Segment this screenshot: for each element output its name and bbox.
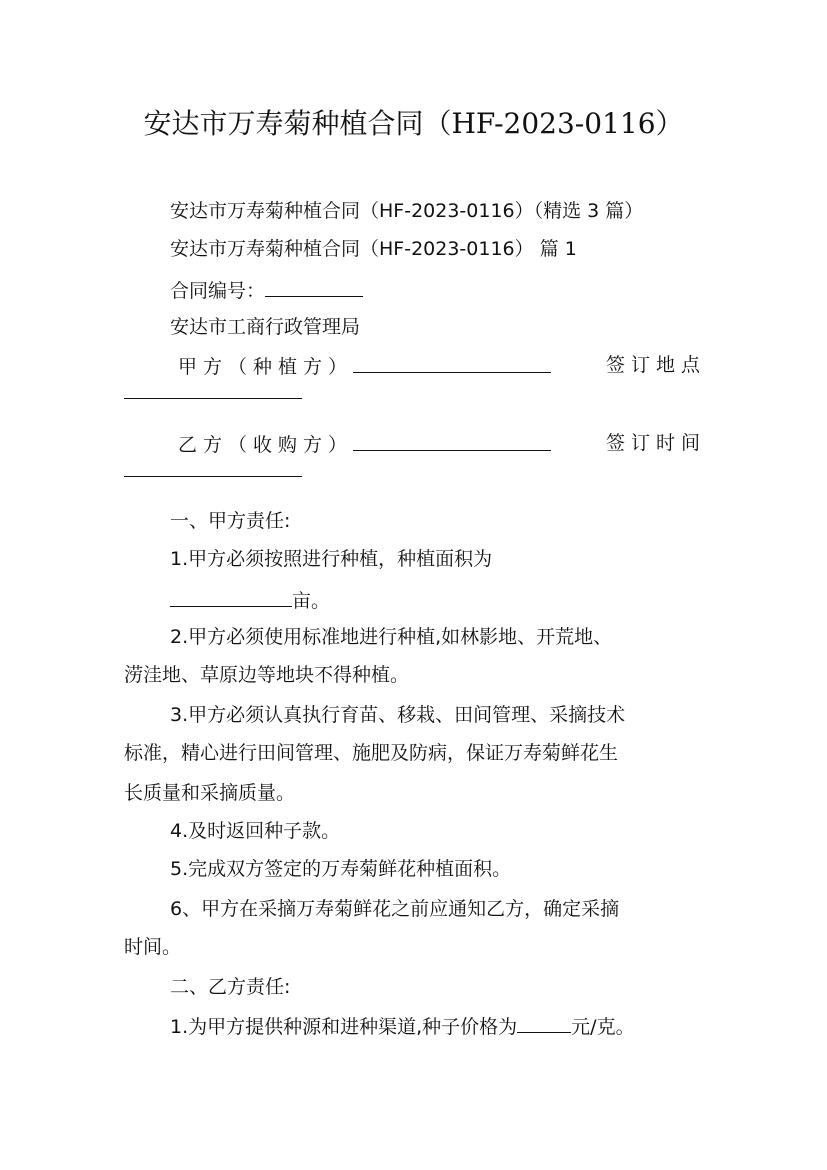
s1-item1-unit: 亩。: [292, 590, 331, 612]
area-blank: [170, 586, 292, 607]
s1-item2-line-a: 2.甲方必须使用标准地进行种植,如林影地、开荒地、: [170, 626, 613, 648]
party-a-blank: [353, 352, 551, 373]
s2-item1-unit: 元/克。: [571, 1016, 635, 1038]
s1-item1-line-b: [170, 586, 330, 614]
authority-line: 安达市工商行政管理局: [170, 316, 361, 338]
s1-item3-line-c: 长质量和采摘质量。: [124, 782, 296, 804]
s1-item4: 4.及时返回种子款。: [170, 820, 341, 842]
s1-item1-line-a: 1.甲方必须按照进行种植，种植面积为: [170, 548, 493, 570]
party-a-label: 甲方（种植方）: [178, 356, 354, 378]
party-b-blank: [353, 430, 551, 451]
contract-number-row: [170, 276, 363, 304]
sign-place-label: 签订地点: [606, 354, 707, 376]
party-b-label: 乙方（收购方）: [178, 434, 354, 456]
contract-number-label: 合同编号：: [170, 280, 266, 302]
price-blank: [517, 1012, 571, 1033]
s1-item6-line-a: 6、甲方在采摘万寿菊鲜花之前应通知乙方，确定采摘: [170, 898, 620, 920]
contract-number-blank: [265, 276, 363, 297]
s1-item3-line-a: 3.甲方必须认真执行育苗、移栽、田间管理、采摘技术: [170, 704, 626, 726]
s1-item2-line-b: 涝洼地、草原边等地块不得种植。: [124, 664, 410, 686]
s2-item1-text: 1.为甲方提供种源和进种渠道,种子价格为: [170, 1016, 518, 1038]
party-a-row: [178, 352, 551, 380]
subtitle-line: 安达市万寿菊种植合同（HF-2023-0116）（精选 3 篇）: [170, 200, 644, 222]
section-2-heading: 二、乙方责任:: [170, 976, 291, 998]
s1-item6-line-b: 时间。: [124, 936, 182, 958]
part-line: 安达市万寿菊种植合同（HF-2023-0116） 篇 1: [170, 238, 577, 260]
party-b-row: [178, 430, 551, 458]
sign-time-blank: [124, 476, 302, 477]
s1-item3-line-b: 标准，精心进行田间管理、施肥及防病，保证万寿菊鲜花生: [124, 742, 619, 764]
sign-place-blank: [124, 398, 302, 399]
sign-time-label: 签订时间: [606, 432, 707, 454]
s1-item5: 5.完成双方签定的万寿菊鲜花种植面积。: [170, 858, 512, 880]
document-title: 安达市万寿菊种植合同（HF-2023-0116）: [143, 107, 684, 140]
section-1-heading: 一、甲方责任:: [170, 510, 291, 532]
s2-item1-row: [170, 1012, 635, 1040]
